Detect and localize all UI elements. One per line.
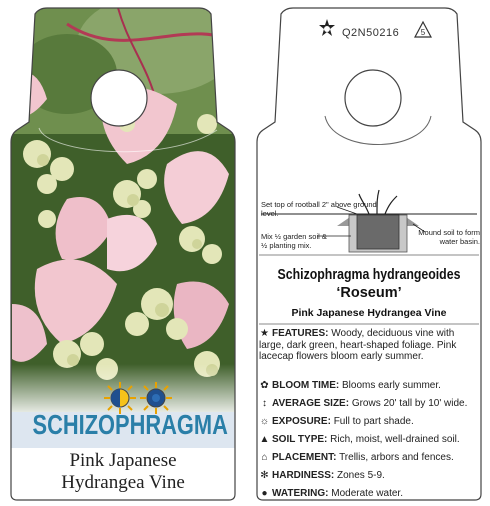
soil-icon: ▲	[259, 434, 270, 445]
exposure-row: ☼ EXPOSURE: Full to part shade.	[259, 416, 414, 427]
size-arrows-icon: ↕	[262, 398, 267, 409]
product-code: Q2N50216	[342, 27, 400, 39]
common-name-line-1: Pink Japanese	[69, 450, 177, 471]
brand-logo-icon	[317, 18, 337, 38]
cultivar-name: ‘Roseum’	[336, 285, 402, 301]
flower-icon: ✿	[260, 380, 269, 391]
planting-note-mix: Mix ½ garden soil & ½ planting mix.	[261, 232, 327, 250]
average-size-row: ↕ AVERAGE SIZE: Grows 20' tall by 10' wide.	[259, 398, 481, 410]
hang-hole	[91, 70, 147, 126]
placement-icon: ⌂	[261, 452, 268, 463]
genus-title: SCHIZOPHRAGMA	[32, 409, 228, 440]
front-tag	[7, 4, 239, 502]
snowflake-icon: ✻	[260, 470, 269, 481]
scientific-name: Schizophragma hydrangeoides	[277, 267, 461, 283]
common-name-line-2: Hydrangea Vine	[61, 472, 185, 493]
star-icon: ★	[260, 328, 269, 339]
planting-note-mound: Mound soil to form water basin.	[418, 228, 480, 246]
features-row: ★ FEATURES: Woody, deciduous vine with large, dark green, heart-shaped foliage. Pink lacecap flowers bloom early summer.	[259, 328, 457, 362]
watering-row: ● WATERING: Moderate water.	[259, 488, 481, 500]
placement-row: ⌂ PLACEMENT: Trellis, arbors and fences.	[259, 452, 481, 464]
planting-note-rootball: Set top of rootball 2" above ground level.	[261, 200, 377, 218]
sun-icon: ☼	[259, 416, 270, 427]
bloom-time-row: ✿ BLOOM TIME: Blooms early summer.	[260, 380, 441, 391]
back-tag	[253, 4, 485, 502]
soil-type-row: ▲ SOIL TYPE: Rich, moist, well-drained soil.	[259, 434, 460, 445]
water-drop-icon: ●	[261, 488, 268, 499]
recycle-icon	[413, 20, 433, 40]
hardiness-row: ✻ HARDINESS: Zones 5-9.	[260, 470, 385, 481]
common-name: Pink Japanese Hydrangea Vine	[291, 307, 447, 319]
recycle-number: 5	[420, 28, 426, 37]
